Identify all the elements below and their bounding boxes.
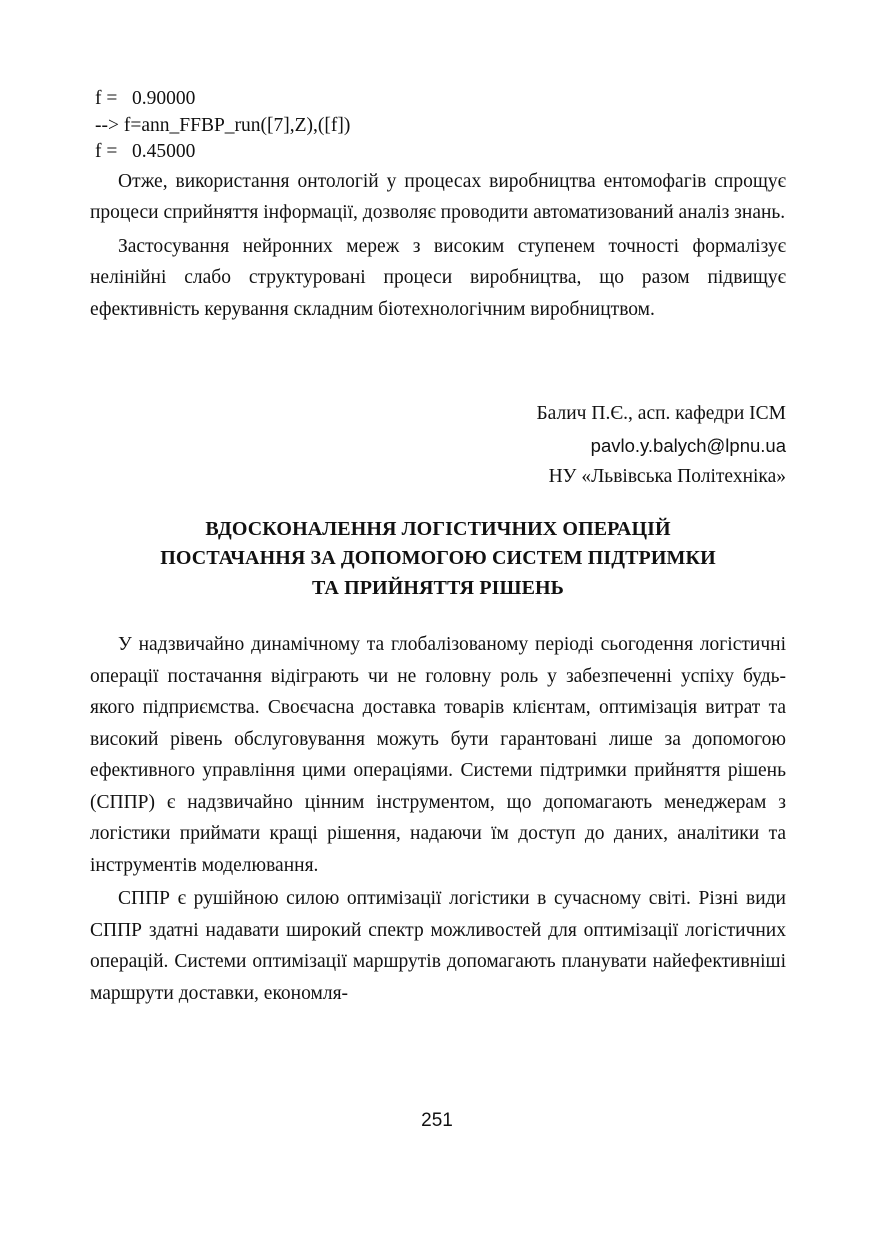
article-title (90, 515, 786, 604)
page-content (90, 86, 786, 1009)
code-line-result-2: f = 0.45000 (95, 141, 196, 162)
page-number: 251 (421, 1110, 453, 1131)
article-paragraph-2: СППР є рушійною силою оптимізації логістики в сучасному світі. Різні види СППР здатні надавати широкий спектр можливостей для оптимізації логістичних операцій. Системи оптимізації маршрутів допомагають планувати найефективніші маршрути доставки, економля- (90, 888, 786, 1004)
title-line-2: ПОСТАЧАННЯ ЗА ДОПОМОГОЮ СИСТЕМ ПІДТРИМКИ (160, 547, 716, 569)
author-email: pavlo.y.balych@lpnu.ua (590, 434, 786, 456)
article-paragraph-1: У надзвичайно динамічному та глобалізованому періоді сьогодення логістичні операції постачання відіграють чи не головну роль у забезпеченні успіху будь-якого підприємства. Своєчасна доставка товарів клієнтам, оптимізація витрат та високий рівень обслуговування можуть бути гарантовані лише за допомогою ефективного управління цими операціями. Системи підтримки прийняття рішень (СППР) є надзвичайно цінним інструментом, що допомагають менеджерам з логістики приймати кращі рішення, надаючи їм доступ до даних, аналітики та інструментів моделювання. (90, 634, 786, 876)
title-line-1: ВДОСКОНАЛЕННЯ ЛОГІСТИЧНИХ ОПЕРАЦІЙ (205, 517, 671, 540)
conclusion-paragraph-2: Застосування нейронних мереж з високим ступенем точності формалізує нелінійні слабо структуровані процеси виробництва, що разом підвищує ефективність керування складним біотехнологічним виробництвом. (90, 235, 786, 320)
conclusion-paragraph-1: Отже, використання онтологій у процесах виробництва ентомофагів спрощує процеси сприйняття інформації, дозволяє проводити автоматизований аналіз знань. (90, 170, 786, 223)
title-line-3: ТА ПРИЙНЯТТЯ РІШЕНЬ (311, 576, 565, 599)
code-line-command: --> f=ann_FFBP_run([7],Z),([f]) (95, 114, 351, 136)
code-line-result-1: f = 0.90000 (95, 88, 196, 109)
article-body (90, 629, 786, 1009)
author-name: Балич П.Є., асп. кафедри ІСМ (536, 403, 786, 424)
author-block (90, 398, 786, 493)
author-affiliation: НУ «Львівська Політехніка» (548, 466, 786, 487)
code-output (90, 86, 786, 166)
